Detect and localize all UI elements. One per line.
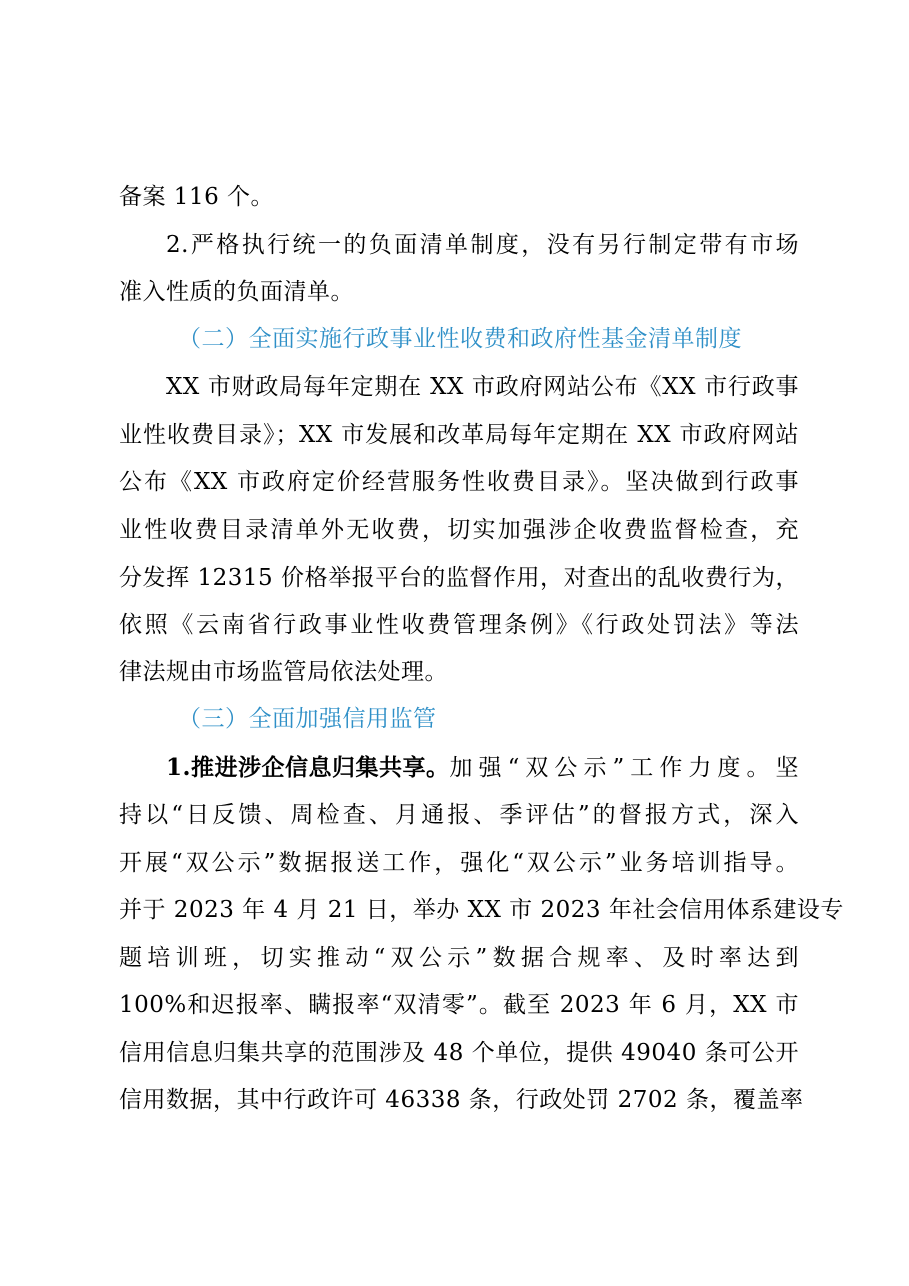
- paragraph-line: 分发挥 12315 价格举报平台的监督作用，对查出的乱收费行为，: [119, 565, 799, 591]
- paragraph-line: 准入性质的负面清单。: [119, 279, 354, 305]
- paragraph-text: 加强“双公示”工作力度。坚: [449, 755, 799, 781]
- paragraph-line: 业性收费目录》；XX 市发展和改革局每年定期在 XX 市政府网站: [119, 422, 799, 448]
- paragraph-line: 信用数据，其中行政许可 46338 条，行政处罚 2702 条，覆盖率: [119, 1087, 804, 1113]
- paragraph-line: 依照《云南省行政事业性收费管理条例》《行政处罚法》等法: [119, 612, 799, 638]
- paragraph-line: 题培训班，切实推动“双公示”数据合规率、及时率达到: [119, 945, 799, 971]
- paragraph-line: 开展“双公示”数据报送工作，强化“双公示”业务培训指导。: [119, 850, 799, 876]
- paragraph-line: 2.严格执行统一的负面清单制度，没有另行制定带有市场: [166, 232, 799, 258]
- paragraph-line: 备案 116 个。: [119, 184, 275, 210]
- paragraph-line: 公布《XX 市政府定价经营服务性收费目录》。坚决做到行政事: [119, 469, 799, 495]
- section-heading-3: （三）全面加强信用监管: [178, 706, 437, 732]
- section-heading-2: （二）全面实施行政事业性收费和政府性基金清单制度: [178, 326, 742, 352]
- paragraph-line: 100%和迟报率、瞒报率“双清零”。截至 2023 年 6 月，XX 市: [119, 992, 799, 1018]
- paragraph-line: 业性收费目录清单外无收费，切实加强涉企收费监督检查，充: [119, 517, 799, 543]
- paragraph-line: 持以“日反馈、周检查、月通报、季评估”的督报方式，深入: [119, 802, 799, 828]
- bold-lead: 1.推进涉企信息归集共享。: [166, 754, 450, 781]
- paragraph-line: 律法规由市场监管局依法处理。: [119, 659, 448, 685]
- paragraph-line: 并于 2023 年 4 月 21 日，举办 XX 市 2023 年社会信用体系建设专: [119, 897, 844, 923]
- paragraph-line: 信用信息归集共享的范围涉及 48 个单位，提供 49040 条可公开: [119, 1040, 799, 1066]
- paragraph-line: XX 市财政局每年定期在 XX 市政府网站公布《XX 市行政事: [166, 374, 799, 400]
- paragraph-line-with-lead: [166, 753, 799, 783]
